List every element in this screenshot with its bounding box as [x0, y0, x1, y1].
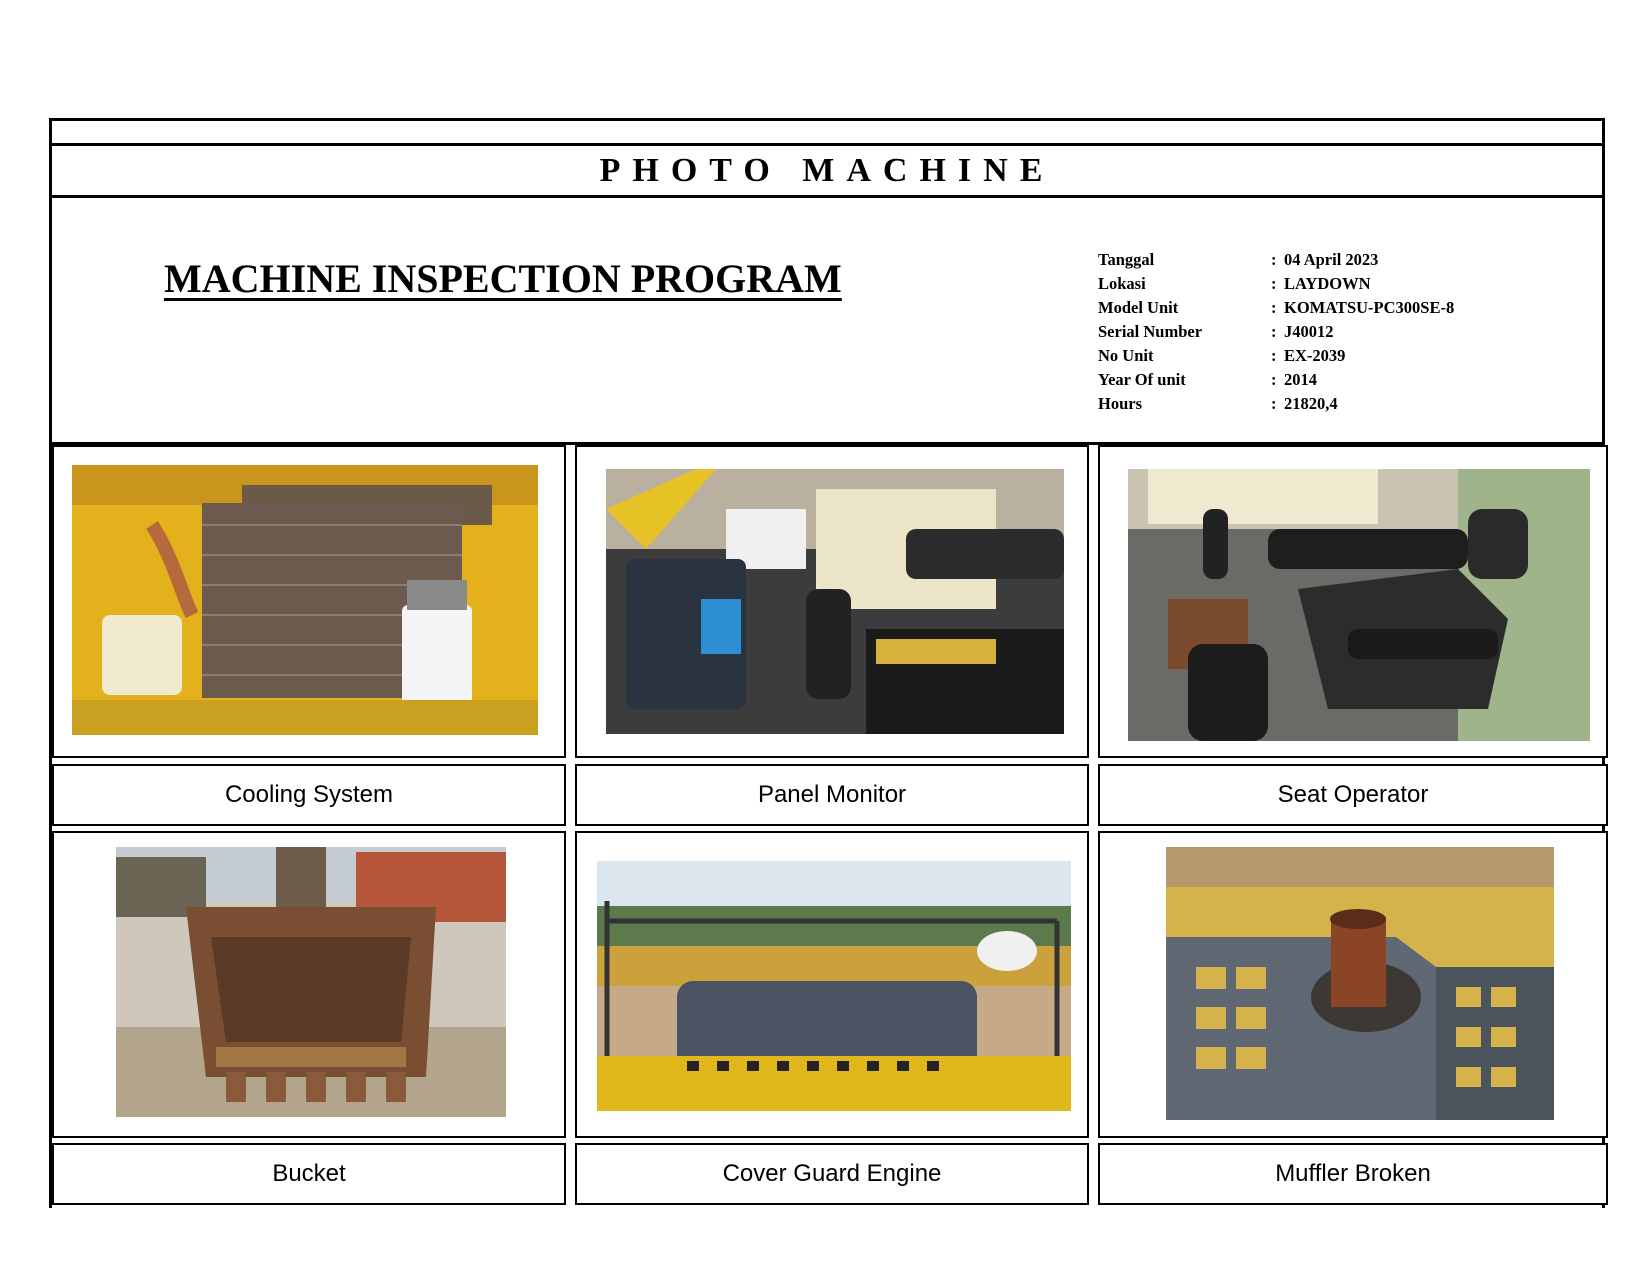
caption-bucket: Bucket	[52, 1143, 566, 1205]
photo-cell	[575, 445, 1089, 758]
muffler-broken-photo	[1166, 847, 1554, 1120]
divider	[52, 143, 1602, 146]
seat-operator-photo	[1128, 469, 1590, 741]
info-label: Model Unit	[1098, 298, 1179, 317]
photo-machine-banner: PHOTO MACHINE	[599, 152, 1055, 189]
info-label: No Unit	[1098, 346, 1154, 365]
caption-muffler-broken: Muffler Broken	[1098, 1143, 1608, 1205]
cover-guard-engine-photo	[597, 861, 1071, 1111]
info-label: Year Of unit	[1098, 370, 1186, 389]
info-value: KOMATSU-PC300SE-8	[1284, 298, 1455, 317]
panel-monitor-photo	[606, 469, 1064, 734]
caption-cooling-system: Cooling System	[52, 764, 566, 826]
photo-cell	[52, 831, 566, 1138]
photo-cell	[575, 831, 1089, 1138]
info-value: 21820,4	[1284, 394, 1338, 413]
photo-cell	[1098, 445, 1608, 758]
cooling-system-photo	[72, 465, 538, 735]
caption-panel-monitor: Panel Monitor	[575, 764, 1089, 826]
caption-cover-guard-engine: Cover Guard Engine	[575, 1143, 1089, 1205]
info-label: Tanggal	[1098, 250, 1155, 269]
info-label: Hours	[1098, 394, 1143, 413]
info-value: 2014	[1284, 370, 1317, 389]
inspection-sheet: PHOTO MACHINE MACHINE INSPECTION PROGRAM Tanggal : 04 April 2023 Lokasi : LAYDOWN Model Unit : KOMATSU-PC300SE-8 Serial Number : J40012 No Unit : EX-2039 Year Of unit : 2014 Hours : 21820,4 Cooling System Panel Monitor Seat Operator Bucket Cover Guard Engine Muffler Broken	[49, 118, 1605, 1208]
info-value: J40012	[1284, 322, 1334, 341]
divider	[52, 195, 1602, 198]
info-value: EX-2039	[1284, 346, 1346, 365]
info-label: Serial Number	[1098, 322, 1203, 341]
info-value: 04 April 2023	[1284, 250, 1379, 269]
info-value: LAYDOWN	[1284, 274, 1371, 293]
photo-cell	[1098, 831, 1608, 1138]
caption-seat-operator: Seat Operator	[1098, 764, 1608, 826]
photo-cell	[52, 445, 566, 758]
program-title: MACHINE INSPECTION PROGRAM	[164, 256, 842, 301]
bucket-photo	[116, 847, 506, 1117]
info-label: Lokasi	[1098, 274, 1146, 293]
